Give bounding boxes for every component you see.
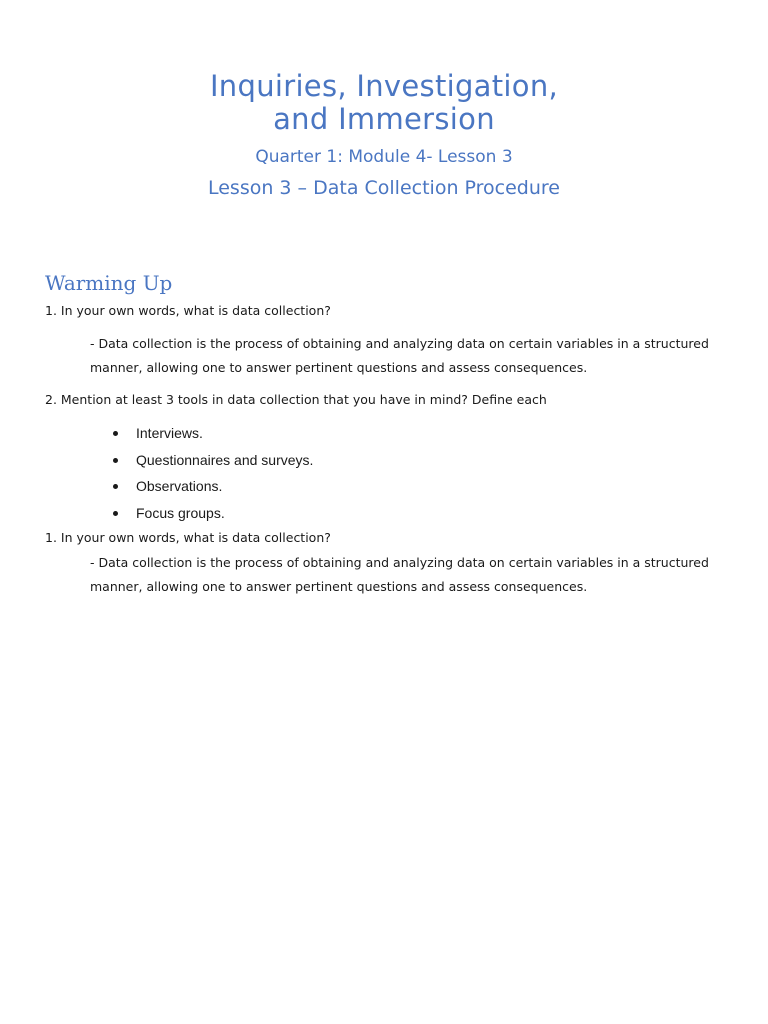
bullet-icon — [113, 511, 118, 516]
lesson-title: Lesson 3 – Data Collection Procedure — [207, 177, 560, 199]
question-2: 2. Mention at least 3 tools in data collection that you have in mind? Define each — [45, 392, 547, 407]
list-item — [110, 473, 313, 500]
warming-up-heading: Warming Up — [45, 271, 173, 295]
list-item — [110, 447, 313, 474]
question-1: 1. In your own words, what is data collection? — [45, 303, 331, 318]
document-title-line-1: Inquiries, Investigation, — [209, 69, 559, 103]
tool-label: Questionnaires and surveys. — [136, 451, 314, 468]
tool-label: Observations. — [136, 478, 223, 495]
tool-label: Focus groups. — [136, 505, 225, 522]
module-subtitle: Quarter 1: Module 4- Lesson 3 — [255, 147, 513, 167]
bullet-icon — [113, 484, 118, 489]
title-block — [0, 70, 768, 200]
question-1-repeat: 1. In your own words, what is data collection? — [45, 530, 331, 545]
answer-1-repeat: - Data collection is the process of obtaining and analyzing data on certain variables in a structured manner, allowing one to answer pertinent questions and assess consequences. — [90, 555, 709, 594]
tools-list — [110, 420, 313, 527]
bullet-icon — [113, 458, 118, 463]
answer-1: - Data collection is the process of obtaining and analyzing data on certain variables in a structured manner, allowing one to answer pertinent questions and assess consequences. — [90, 336, 709, 375]
document-title-line-2: and Immersion — [273, 102, 495, 136]
list-item — [110, 420, 313, 447]
tool-label: Interviews. — [136, 425, 203, 441]
list-item — [110, 500, 313, 527]
bullet-icon — [113, 431, 118, 436]
